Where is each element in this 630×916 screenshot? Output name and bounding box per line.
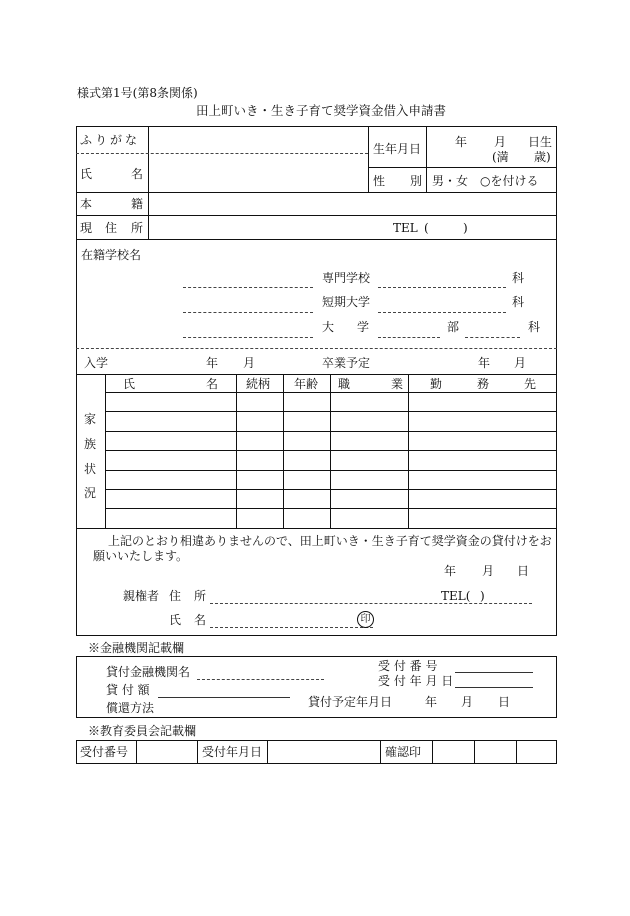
col-name-2: 名 (206, 377, 219, 391)
bank-repayment-label: 償還方法 (106, 701, 155, 715)
col-occupation-2: 業 (391, 377, 404, 391)
graduation-label: 卒業予定 (322, 356, 371, 370)
guardian-name-label-2: 名 (194, 613, 207, 627)
col-relation: 続柄 (246, 377, 271, 391)
enroll-month: 月 (243, 356, 256, 370)
school-faculty: 部 (447, 320, 460, 334)
birth-month: 月 (494, 135, 507, 149)
declaration-day: 日 (517, 564, 530, 578)
bank-planned-year: 年 (425, 695, 438, 709)
family-side-label: 況 (84, 486, 97, 500)
bank-planned-day: 日 (498, 695, 511, 709)
bank-receipt-number-field[interactable] (455, 657, 533, 671)
family-table-row (105, 431, 556, 432)
bank-planned-date-label: 貸付予定年月日 (308, 695, 393, 709)
applicant-name-field[interactable] (150, 156, 366, 190)
graduation-year: 年 (478, 356, 491, 370)
enroll-year: 年 (206, 356, 219, 370)
sex-label-1: 性 (373, 174, 386, 188)
family-table-row (105, 489, 556, 490)
enroll-label: 入学 (84, 356, 109, 370)
family-table-row (105, 450, 556, 451)
birthdate-label: 生年月日 (373, 142, 422, 156)
guardian-label: 親権者 (123, 589, 160, 603)
bank-lender-name-label: 貸付金融機関名 (106, 665, 191, 679)
university-field[interactable] (183, 322, 313, 336)
bank-receipt-number-label: 受 付 番 号 (378, 659, 438, 673)
furigana-field[interactable] (150, 129, 366, 151)
birthdate-field[interactable] (428, 128, 555, 166)
guardian-address-label-2: 所 (194, 589, 207, 603)
bank-receipt-date-field[interactable] (455, 673, 533, 687)
loan-amount-field[interactable] (158, 682, 290, 696)
school-department-3: 科 (528, 320, 541, 334)
school-department-1: 科 (512, 271, 525, 285)
guardian-tel-close: ) (480, 589, 485, 603)
seal-mark: 印 (357, 611, 374, 628)
col-occupation-1: 職 (338, 377, 351, 391)
sex-instruction: ○を付ける (480, 174, 539, 188)
honseki-field[interactable] (150, 194, 555, 214)
address-label-1: 現 (80, 221, 93, 235)
tel-close: ) (463, 221, 468, 235)
guardian-name-field[interactable] (210, 612, 355, 626)
form-number: 様式第1号(第8条関係) (77, 86, 198, 100)
address-label-2: 住 (105, 221, 118, 235)
junior-college-field[interactable] (183, 297, 313, 311)
furigana-label: ふりがな (80, 133, 141, 147)
declaration-line-1: 上記のとおり相違ありませんので、田上町いき・生き子育て奨学資金の貸付けをお (108, 534, 552, 548)
bank-loan-amount-label: 貸 付 額 (106, 683, 150, 697)
col-workplace-1: 勤 (430, 377, 443, 391)
family-side-label: 家 (84, 412, 97, 426)
name-label-1: 氏 (80, 167, 93, 181)
board-confirmation-seal-label: 確認印 (385, 745, 422, 759)
school-university-1: 大 (322, 320, 335, 334)
guardian-tel-label: TEL( (441, 589, 471, 603)
board-receipt-date-field[interactable] (269, 742, 378, 762)
age-unit: 歳) (534, 150, 551, 164)
tel-label: TEL (393, 221, 418, 235)
school-section-label: 在籍学校名 (81, 248, 142, 262)
col-workplace-2: 務 (477, 377, 490, 391)
tel-field[interactable] (430, 217, 460, 237)
address-field[interactable] (150, 217, 380, 237)
school-department-2: 科 (512, 295, 525, 309)
vocational-school-field[interactable] (183, 272, 313, 286)
declaration-month: 月 (482, 564, 495, 578)
honseki-label-2: 籍 (131, 197, 144, 211)
family-table-row (105, 508, 556, 509)
birth-day: 日生 (528, 135, 553, 149)
name-label-2: 名 (131, 167, 144, 181)
board-section-heading: ※教育委員会記載欄 (88, 724, 197, 738)
family-table-row (105, 411, 556, 412)
school-university-2: 学 (357, 320, 370, 334)
form-title: 田上町いき・生き子育て奨学資金借入申請書 (196, 103, 447, 118)
board-receipt-number-field[interactable] (138, 742, 195, 762)
family-side-label: 状 (84, 462, 97, 476)
lender-name-field[interactable] (197, 664, 324, 678)
honseki-label-1: 本 (80, 197, 93, 211)
tel-open: ( (424, 221, 429, 235)
col-age: 年齢 (294, 377, 319, 391)
guardian-address-field[interactable] (210, 588, 435, 602)
birth-year: 年 (455, 135, 468, 149)
declaration-line-2: 願いいたします。 (93, 549, 189, 563)
board-receipt-number-label: 受付番号 (80, 745, 129, 759)
family-table-row (105, 470, 556, 471)
sex-options[interactable]: 男・女 (432, 174, 469, 188)
declaration-year: 年 (444, 564, 457, 578)
bank-section-heading: ※金融機関記載欄 (88, 641, 185, 655)
age-paren: (満 (492, 150, 509, 164)
guardian-name-label-1: 氏 (169, 613, 182, 627)
bank-receipt-date-label: 受 付 年 月 日 (378, 674, 454, 688)
family-table-row (105, 392, 556, 393)
guardian-address-label-1: 住 (169, 589, 182, 603)
sex-label-2: 別 (410, 174, 423, 188)
graduation-month: 月 (514, 356, 527, 370)
school-vocational: 専門学校 (322, 271, 371, 285)
col-workplace-3: 先 (524, 377, 537, 391)
family-side-label: 族 (84, 437, 97, 451)
col-name-1: 氏 (123, 377, 136, 391)
address-label-3: 所 (131, 221, 144, 235)
bank-planned-month: 月 (461, 695, 474, 709)
board-receipt-date-label: 受付年月日 (202, 745, 263, 759)
school-junior-college: 短期大学 (322, 295, 371, 309)
